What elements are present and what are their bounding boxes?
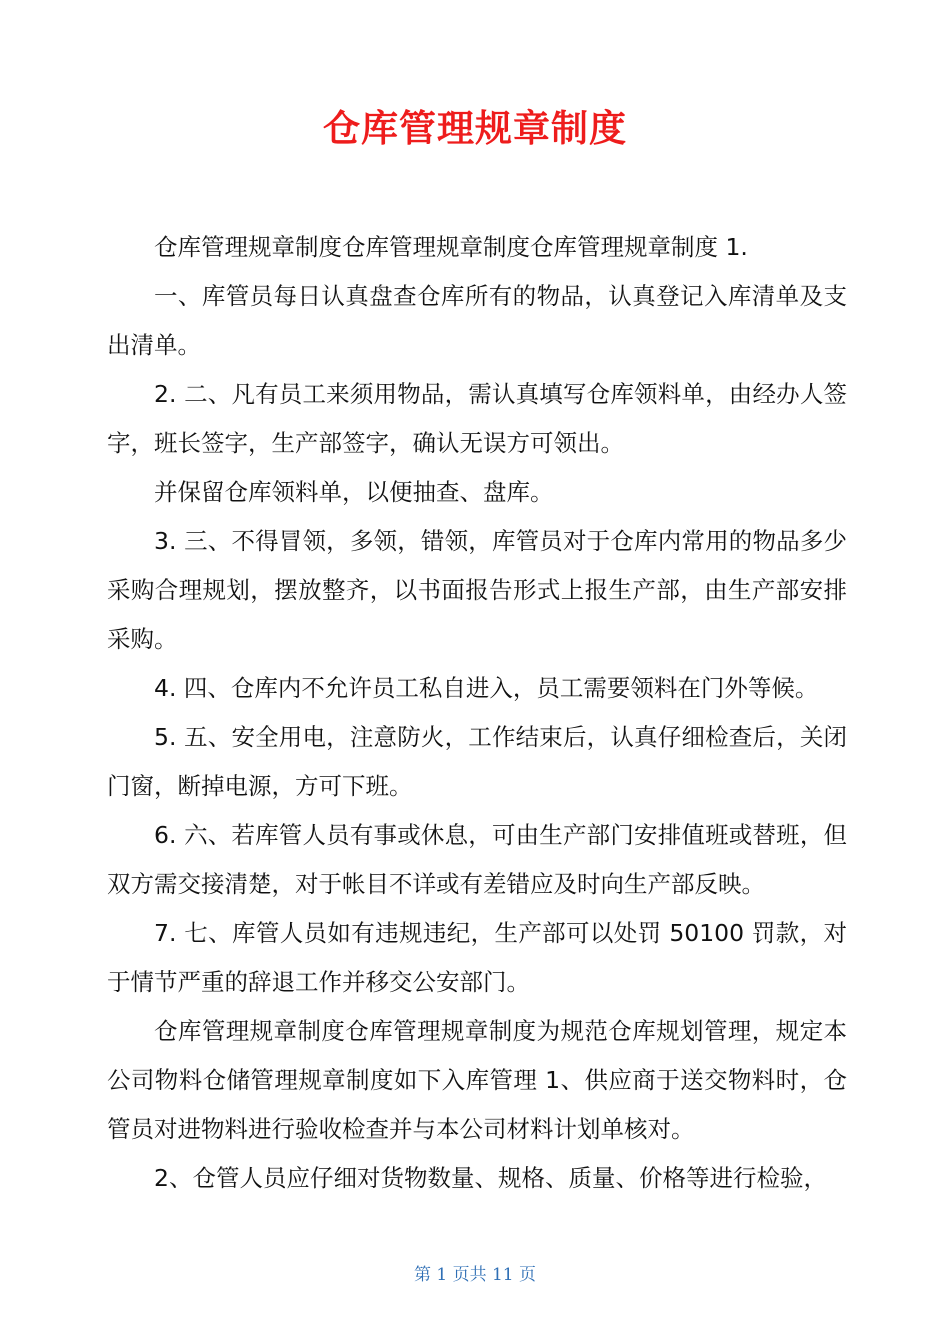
document-body	[107, 223, 847, 1203]
paragraph: 仓库管理规章制度仓库管理规章制度为规范仓库规划管理，规定本公司物料仓储管理规章制度如下入库管理 1、供应商于送交物料时，仓管员对进物料进行验收检查并与本公司材料计划单核对。	[107, 1017, 847, 1143]
paragraph: 4. 四、仓库内不允许员工私自进入，员工需要领料在门外等候。	[154, 674, 819, 702]
paragraph: 7. 七、库管人员如有违规违纪，生产部可以处罚 50100 罚款，对于情节严重的辞退工作并移交公安部门。	[107, 919, 847, 996]
paragraph: 2. 二、凡有员工来须用物品，需认真填写仓库领料单，由经办人签字，班长签字，生产部签字，确认无误方可领出。	[107, 380, 847, 457]
paragraph: 5. 五、安全用电，注意防火，工作结束后，认真仔细检查后，关闭门窗，断掉电源，方可下班。	[107, 723, 847, 800]
document-title: 仓库管理规章制度	[323, 107, 627, 150]
page-footer: 第 1 页共 11 页	[413, 1265, 537, 1285]
paragraph: 2、仓管人员应仔细对货物数量、规格、质量、价格等进行检验，	[154, 1164, 827, 1192]
paragraph: 一、库管员每日认真盘查仓库所有的物品，认真登记入库清单及支出清单。	[107, 282, 847, 359]
paragraph: 3. 三、不得冒领，多领，错领，库管员对于仓库内常用的物品多少采购合理规划，摆放整齐，以书面报告形式上报生产部，由生产部安排采购。	[107, 527, 847, 653]
paragraph: 仓库管理规章制度仓库管理规章制度仓库管理规章制度 1.	[154, 233, 748, 261]
paragraph: 并保留仓库领料单，以便抽查、盘库。	[154, 478, 554, 506]
paragraph: 6. 六、若库管人员有事或休息，可由生产部门安排值班或替班，但双方需交接清楚，对于帐目不详或有差错应及时向生产部反映。	[107, 821, 847, 898]
